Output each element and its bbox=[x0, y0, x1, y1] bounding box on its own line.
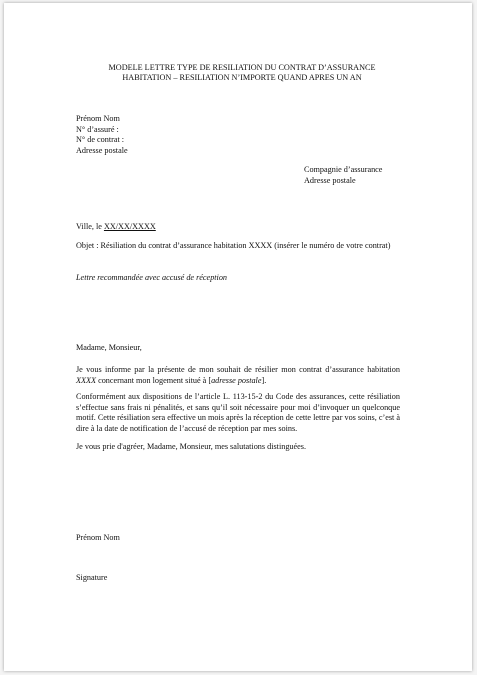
paragraph-1-text-a: Je vous informe par la présente de mon souhait de résilier mon contrat d’assurance habitation bbox=[76, 365, 400, 374]
paragraph-2: Conformément aux dispositions de l’article L. 113-15-2 du Code des assurances, cette résiliation s’effectue sans frais ni pénalités, et sans qu’il soit nécessaire pour moi d’invoquer un quelconque motif. Cette résiliation sera effective un mois après la réception de cette lettre par vos soins, c’est à dire à la date de notification de l’accusé de réception par mes soins. bbox=[76, 392, 400, 433]
recipient-address: Adresse postale bbox=[304, 175, 356, 185]
place-date-value: XX/XX/XXXX bbox=[103, 222, 156, 231]
paragraph-3: Je vous prie d'agréer, Madame, Monsieur, mes salutations distinguées. bbox=[76, 442, 307, 451]
title-line-1: MODELE LETTRE TYPE DE RESILIATION DU CONTRAT D’ASSURANCE bbox=[108, 63, 376, 72]
recipient-block bbox=[304, 165, 382, 186]
signature-label: Signature bbox=[76, 573, 108, 582]
title-line-2: HABITATION – RESILIATION N’IMPORTE QUAND APRES UN AN bbox=[122, 73, 362, 82]
letter-object: Objet : Résiliation du contrat d’assurance habitation XXXX (insérer le numéro de votre contrat) bbox=[76, 241, 391, 250]
sender-contract-number: N° de contrat : bbox=[76, 135, 125, 145]
registered-mail-note: Lettre recommandée avec accusé de réception bbox=[76, 273, 228, 282]
sender-address: Adresse postale bbox=[76, 145, 128, 155]
place-date bbox=[76, 222, 400, 233]
sender-block bbox=[76, 114, 128, 156]
document-page bbox=[4, 3, 472, 671]
sender-insured-number: N° d’assuré : bbox=[76, 124, 119, 134]
sender-name: Prénom Nom bbox=[76, 114, 120, 123]
paragraph-1-text-c: ]. bbox=[261, 375, 267, 385]
salutation: Madame, Monsieur, bbox=[76, 343, 142, 352]
recipient-company: Compagnie d’assurance bbox=[304, 165, 383, 174]
paragraph-1-contract: XXXX bbox=[76, 375, 97, 385]
paragraph-1-address: adresse postale bbox=[211, 375, 262, 385]
paragraph-1-text-b: concernant mon logement situé à [ bbox=[96, 375, 212, 385]
document-title bbox=[44, 63, 440, 83]
paragraph-1 bbox=[76, 365, 400, 386]
closing-name: Prénom Nom bbox=[76, 533, 120, 542]
place-date-prefix: Ville, le bbox=[76, 222, 104, 231]
